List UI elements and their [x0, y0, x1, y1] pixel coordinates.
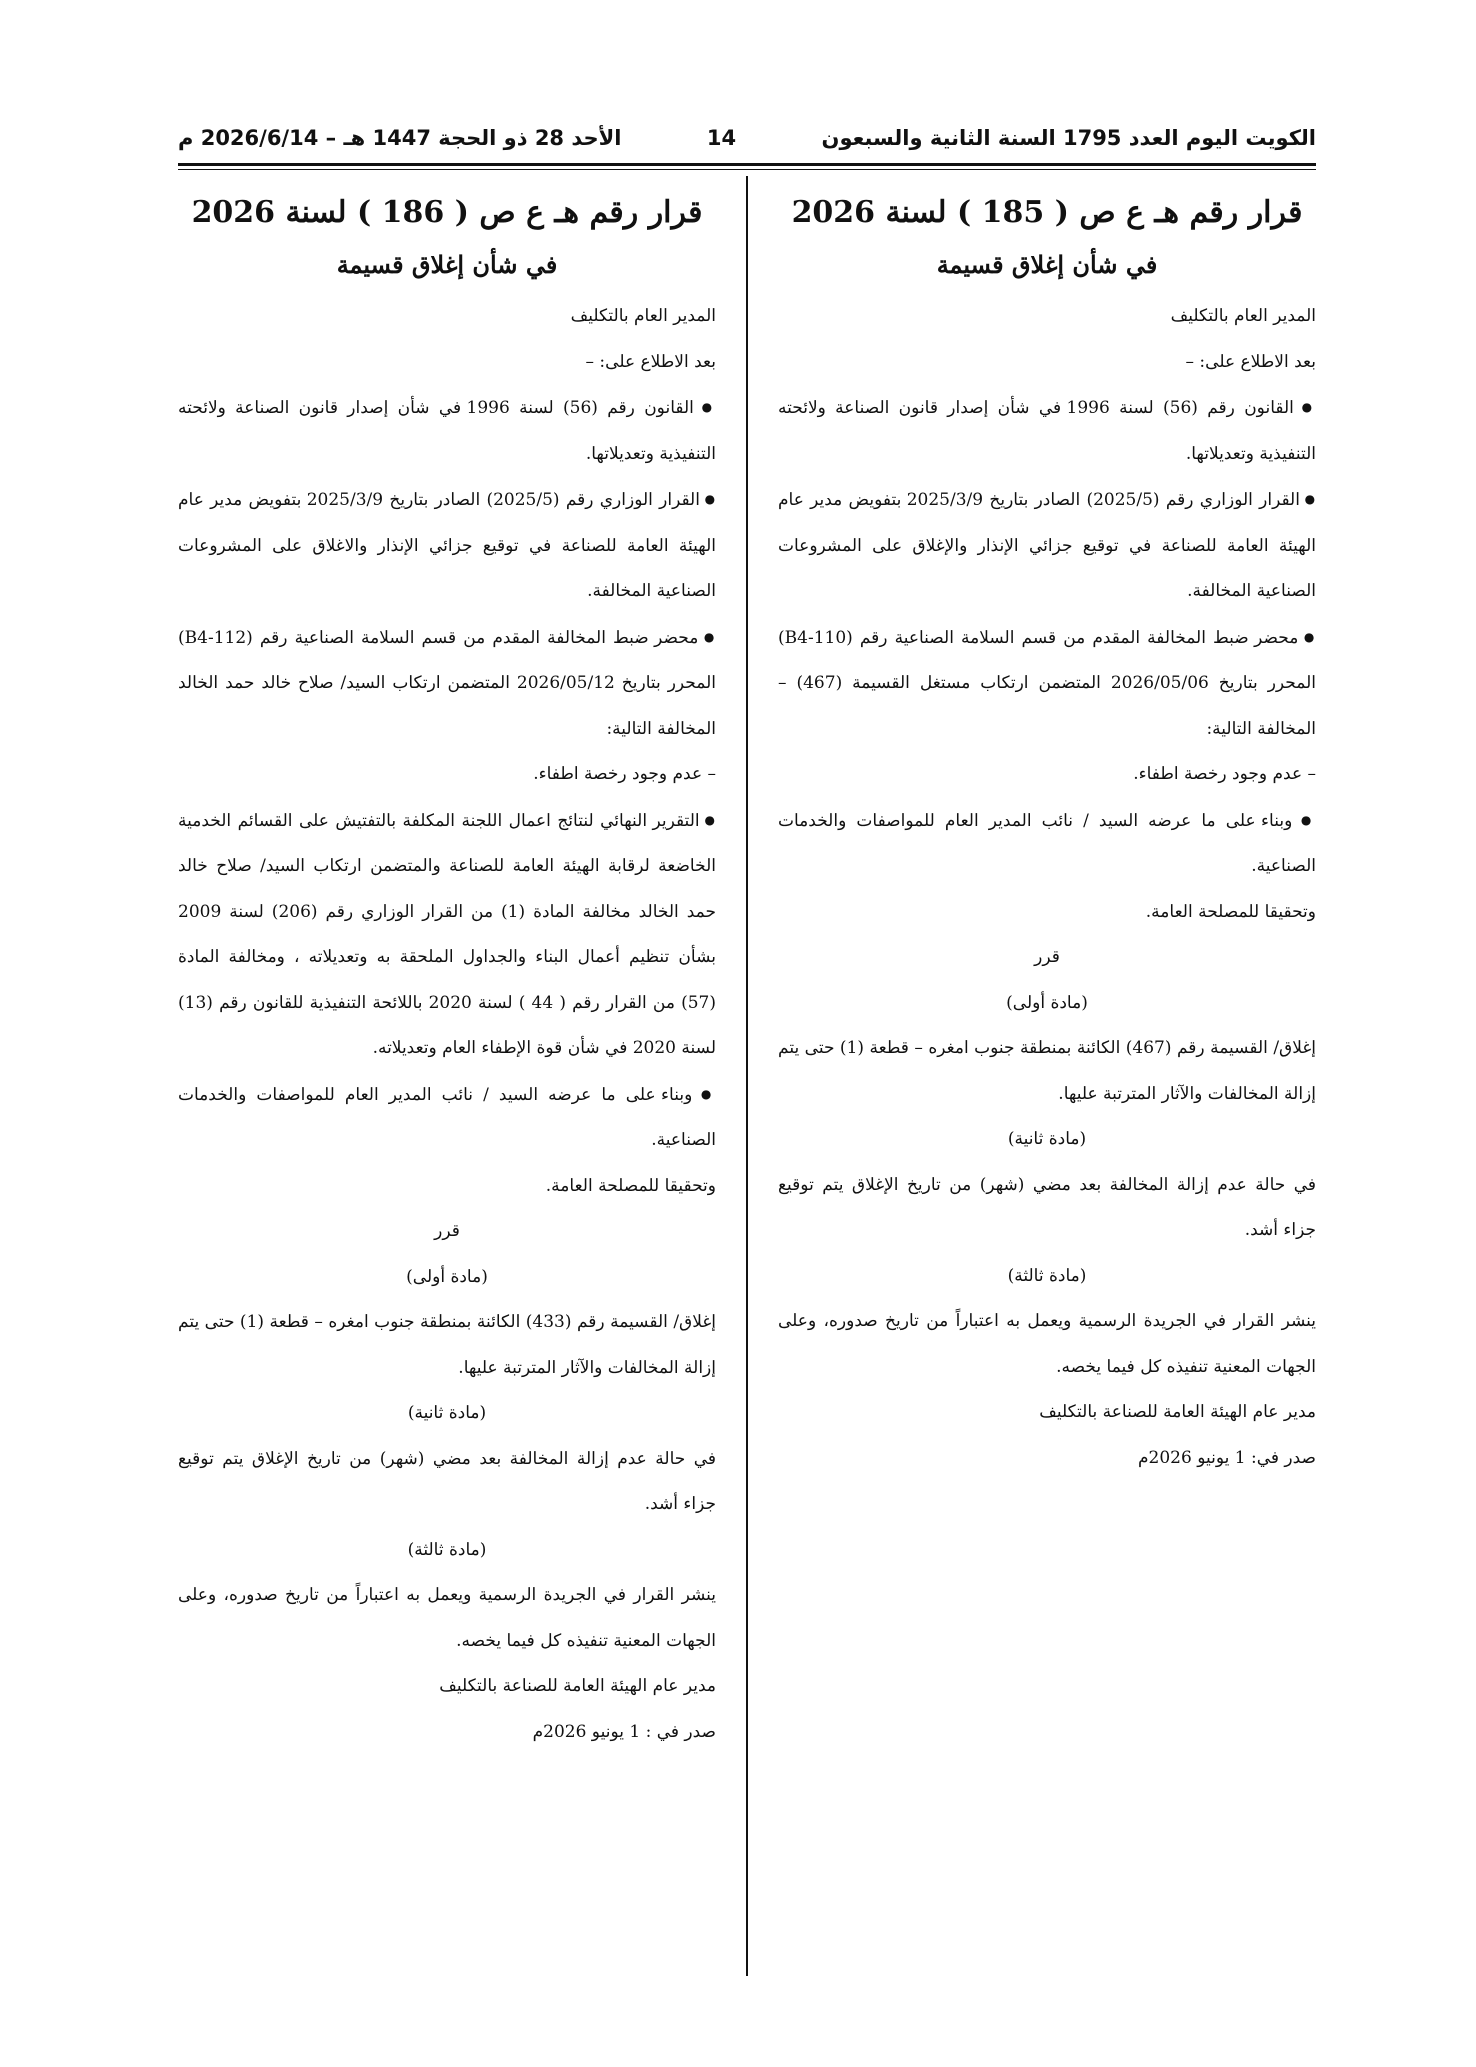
header-rule-thin	[178, 169, 1316, 170]
public-interest-line: وتحقيقا للمصلحة العامة.	[545, 1175, 716, 1196]
decree-186-title: قرار رقم هـ ع ص ( 186 ) لسنة 2026	[191, 195, 703, 230]
ministerial-decision-clause: ● القرار الوزاري رقم (2025/5) الصادر بتاريخ 2025/3/9 بتفويض مدير عام الهيئة العامة للصناعة في توقيع جزائي الإنذار والاغلاق على المشروعات الصناعية المخالفة.	[178, 477, 716, 615]
column-divider	[746, 176, 748, 1976]
article-2-text: في حالة عدم إزالة المخالفة بعد مضي (شهر) من تاريخ الإغلاق يتم توقيع جزاء أشد.	[778, 1174, 1316, 1240]
header-rule-thick	[178, 163, 1316, 166]
article-3-text: ينشر القرار في الجريدة الرسمية ويعمل به اعتباراً من تاريخ صدوره، وعلى الجهات المعنية تنفيذه كل فيما يخصه.	[178, 1585, 716, 1651]
after-review-line: بعد الاطلاع على: –	[585, 351, 716, 372]
decree-186-subtitle: في شأن إغلاق قسيمة	[336, 250, 558, 279]
violation-report-clause: ● محضر ضبط المخالفة المقدم من قسم السلامة الصناعية رقم (B4-112) المحرر بتاريخ 2026/05/12 المتضمن ارتكاب السيد/ صلاح خالد حمد الخالد المخالفة التالية:	[178, 615, 716, 753]
issuer-line: المدير العام بالتكليف	[570, 306, 716, 326]
law-56-clause: ● القانون رقم (56) لسنة 1996 في شأن إصدار قانون الصناعة ولائحته التنفيذية وتعديلاتها.	[778, 385, 1316, 477]
violation-item: – عدم وجود رخصة اطفاء.	[533, 764, 716, 784]
ministerial-decision-clause: ● القرار الوزاري رقم (2025/5) الصادر بتاريخ 2025/3/9 بتفويض مدير عام الهيئة العامة للصناعة في توقيع جزائي الإنذار والإغلاق على المشروعات الصناعية المخالفة.	[778, 477, 1316, 615]
article-3-text: ينشر القرار في الجريدة الرسمية ويعمل به اعتباراً من تاريخ صدوره، وعلى الجهات المعنية تنفيذه كل فيما يخصه.	[778, 1311, 1316, 1377]
issued-date-line: صدر في: 1 يونيو 2026م	[1138, 1447, 1316, 1468]
gazette-header	[178, 118, 1316, 158]
after-review-line: بعد الاطلاع على: –	[1185, 351, 1316, 372]
decree-186-column	[178, 186, 716, 1755]
header-issue: الكويت اليوم العدد 1795 السنة الثانية والسبعون	[821, 126, 1316, 150]
public-interest-line: وتحقيقا للمصلحة العامة.	[1145, 901, 1316, 922]
signatory-line: مدير عام الهيئة العامة للصناعة بالتكليف	[439, 1676, 716, 1696]
article-1-heading: (مادة أولى)	[1006, 992, 1088, 1013]
decree-185-subtitle: في شأن إغلاق قسيمة	[936, 250, 1158, 279]
law-56-clause: ● القانون رقم (56) لسنة 1996 في شأن إصدار قانون الصناعة ولائحته التنفيذية وتعديلاتها.	[178, 385, 716, 477]
proposal-clause: ● وبناء على ما عرضه السيد / نائب المدير العام للمواصفات والخدمات الصناعية.	[178, 1072, 716, 1164]
header-date: الأحد 28 ذو الحجة 1447 هـ – 2026/6/14 م	[178, 126, 622, 150]
violation-item: – عدم وجود رخصة اطفاء.	[1133, 764, 1316, 784]
article-1-text: إغلاق/ القسيمة رقم (433) الكائنة بمنطقة جنوب امغره – قطعة (1) حتى يتم إزالة المخالفات والآثار المترتبة عليها.	[178, 1312, 716, 1378]
decided-heading: قرر	[1034, 947, 1060, 967]
article-2-text: في حالة عدم إزالة المخالفة بعد مضي (شهر) من تاريخ الإغلاق يتم توقيع جزاء أشد.	[178, 1448, 716, 1514]
decree-185-column	[778, 186, 1316, 1481]
article-2-heading: (مادة ثانية)	[407, 1403, 487, 1423]
article-3-heading: (مادة ثالثة)	[407, 1539, 487, 1560]
article-1-heading: (مادة أولى)	[406, 1266, 488, 1287]
page-number: 14	[706, 126, 737, 150]
violation-report-clause: ● محضر ضبط المخالفة المقدم من قسم السلامة الصناعية رقم (B4-110) المحرر بتاريخ 2026/05/06 المتضمن ارتكاب مستغل القسيمة (467) – المخالفة التالية:	[778, 615, 1316, 753]
issuer-line: المدير العام بالتكليف	[1170, 306, 1316, 326]
issued-date-line: صدر في : 1 يونيو 2026م	[532, 1721, 716, 1742]
signatory-line: مدير عام الهيئة العامة للصناعة بالتكليف	[1039, 1402, 1316, 1422]
article-2-heading: (مادة ثانية)	[1007, 1129, 1087, 1149]
decree-185-title: قرار رقم هـ ع ص ( 185 ) لسنة 2026	[791, 195, 1303, 230]
article-3-heading: (مادة ثالثة)	[1007, 1265, 1087, 1286]
article-1-text: إغلاق/ القسيمة رقم (467) الكائنة بمنطقة جنوب امغره – قطعة (1) حتى يتم إزالة المخالفات والآثار المترتبة عليها.	[778, 1038, 1316, 1104]
decided-heading: قرر	[434, 1221, 460, 1241]
proposal-clause: ● وبناء على ما عرضه السيد / نائب المدير العام للمواصفات والخدمات الصناعية.	[778, 798, 1316, 890]
inspection-report-clause: ● التقرير النهائي لنتائج اعمال اللجنة المكلفة بالتفتيش على القسائم الخدمية الخاضعة لرقابة الهيئة العامة للصناعة والمتضمن ارتكاب السيد/ صلاح خالد حمد الخالد مخالفة المادة (1) من القرار الوزاري رقم (206) لسنة 2009 بشأن تنظيم أعمال البناء والجداول الملحقة به وتعديلاته ، ومخالفة المادة (57) من القرار رقم ( 44 ) لسنة 2020 باللائحة التنفيذية للقانون رقم (13) لسنة 2020 في شأن قوة الإطفاء العام وتعديلاته.	[178, 798, 716, 1072]
